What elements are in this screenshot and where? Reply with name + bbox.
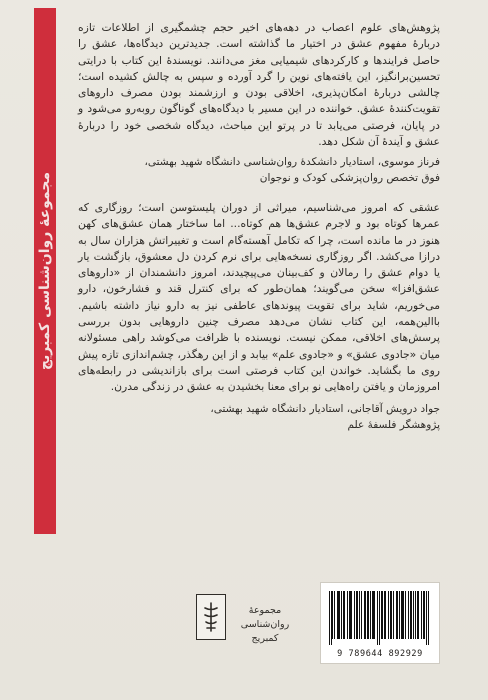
barcode-bar [379, 591, 380, 645]
barcode-bar [370, 591, 371, 639]
barcode-bar [418, 591, 419, 639]
barcode-bar [388, 591, 389, 639]
barcode-bar [347, 591, 348, 639]
barcode-bar [356, 591, 357, 639]
series-side-label-text: مجموعهٔ روان‌شناسی کمبریج [37, 171, 54, 371]
barcode-bar [405, 591, 406, 639]
barcode-bar [367, 591, 368, 639]
signature-2-role: پژوهشگر فلسفهٔ علم [347, 418, 440, 431]
barcode-bar [350, 591, 351, 639]
barcode-bar [351, 591, 352, 639]
barcode-bar [332, 591, 333, 639]
barcode-bar [374, 591, 375, 639]
barcode-bar [349, 591, 350, 639]
signature-2-name: جواد درویش آقاجانی، استادیار دانشگاه شهید بهشتی، [210, 402, 440, 415]
barcode-bar [408, 591, 409, 639]
barcode-bar [384, 591, 385, 639]
barcode-bar [372, 591, 373, 639]
barcode-bar [344, 591, 345, 639]
isbn-barcode [320, 582, 440, 664]
barcode-bar [426, 591, 427, 645]
barcode-bar [337, 591, 338, 639]
barcode-bar [338, 591, 339, 639]
signature-1-role: فوق تخصص روان‌پزشکی کودک و نوجوان [259, 172, 440, 185]
barcode-bar [417, 591, 418, 639]
barcode-bar [397, 591, 398, 639]
barcode-bar [396, 591, 397, 639]
barcode-bar [401, 591, 402, 639]
barcode-bar [373, 591, 374, 639]
barcode-bar [341, 591, 342, 639]
barcode-bar [385, 591, 386, 639]
barcode-bar [381, 591, 382, 639]
blurb-paragraph-1: پژوهش‌های علوم اعصاب در دهه‌های اخیر حجم چشمگیری از اطلاعات تازه دربارهٔ مفهوم عشق در اختیار ما گذاشته است. جدیدترین دیدگاه‌ها، عشق را حاصل فرایندها و کارکردهای شیمیایی مغز می‌دانند. نویسندهٔ این کتاب با درایتی تحسین‌برانگیز، این یافته‌های نوین را گرد آورده و سپس به چالش کشیده است؛ چالشی دربارهٔ امکان‌پذیری، اخلاقی بودن و ارزشمند بودن مصرف داروهای تقویت‌کنندهٔ عشق. خواننده در این مسیر با دیدگاه‌های گوناگون روبه‌رو می‌شود و در پایان، فرصتی می‌یابد تا در پرتو این مباحث، دیدگاه شخصی خود را دربارهٔ عشق و آیندهٔ آن شکل دهد. [78, 21, 440, 149]
barcode-bar [428, 591, 429, 645]
barcode-bar [390, 591, 391, 639]
isbn-digits: 9 789644 892929 [337, 649, 423, 659]
series-side-label [34, 8, 56, 534]
barcode-bar [329, 591, 330, 645]
barcode-bar [393, 591, 394, 639]
barcode-bar [368, 591, 369, 639]
barcode-bar [382, 591, 383, 639]
series-title: مجموعهٔ روان‌شناسی کمبریج [240, 605, 290, 644]
barcode-bar [377, 591, 378, 645]
barcode-bar [357, 591, 358, 639]
blurb-paragraph-2: عشقی که امروز می‌شناسیم، میراثی از دوران پلیستوسن است؛ روزگاری که عمرها کوتاه بود و لاجرم عشق‌ها هم کوتاه... اما ساختار همان عشق‌های کهن هنوز در ما مانده است، چرا که تکامل آهسته‌گام است و تغییراتش هزاران سال به درازا می‌کشد. اگر روزگاری نسخه‌هایی برای نرم کردن دل معشوق، بازگشت یار یا دوام عشق را رمالان و کف‌بینان می‌پیچیدند، امروز دانشمندان از «داروهای عشق‌افزا» سخن می‌گویند؛ همان‌طور که برای کنترل قند و فشارخون، دارو می‌خوریم، شاید برای تقویت پیوندهای عاطفی نیز به دارو نیاز داشته باشیم. باالین‌همه، این کتاب نشان می‌دهد مصرف چنین داروهایی بدون بررسی پرسش‌های اخلاقی، ممکن نیست. نویسنده با ظرافت می‌کوشد راهی مسئولانه میان «جادوی عشق» و «جادوی علم» بیابد و از این رهگذر، چشم‌اندازی تازه پیش روی ما بگشاید. خواندن این کتاب فرصتی است برای بازاندیشی در رابطه‌های امروزمان و یافتن راه‌هایی نو برای معنا بخشیدن به عشق در زندگی مدرن. [78, 201, 440, 394]
barcode-bar [365, 591, 366, 639]
barcode-bar [421, 591, 422, 639]
barcode-bar [399, 591, 400, 639]
blurb-block-2 [78, 200, 440, 433]
barcode-bar [413, 591, 414, 639]
barcode-bar [359, 591, 360, 639]
publisher-logo-icon [196, 594, 226, 640]
barcode-bar [411, 591, 412, 639]
barcode-bar [402, 591, 403, 639]
barcode-bar [391, 591, 392, 639]
barcode-bar [415, 591, 416, 639]
barcode-icon [329, 591, 431, 645]
barcode-bar [403, 591, 404, 639]
blurb-block-1 [78, 20, 440, 186]
barcode-bar [334, 591, 335, 639]
barcode-bar [343, 591, 344, 639]
barcode-bar [410, 591, 411, 639]
barcode-bar [361, 591, 362, 639]
barcode-bar [339, 591, 340, 639]
barcode-bar [331, 591, 332, 645]
barcode-bar [423, 591, 424, 639]
barcode-bar [364, 591, 365, 639]
barcode-bar [354, 591, 355, 639]
signature-1-name: فرناز موسوی، استادیار دانشکدهٔ روان‌شناسی دانشگاه شهید بهشتی، [144, 156, 440, 169]
barcode-bar [424, 591, 425, 639]
